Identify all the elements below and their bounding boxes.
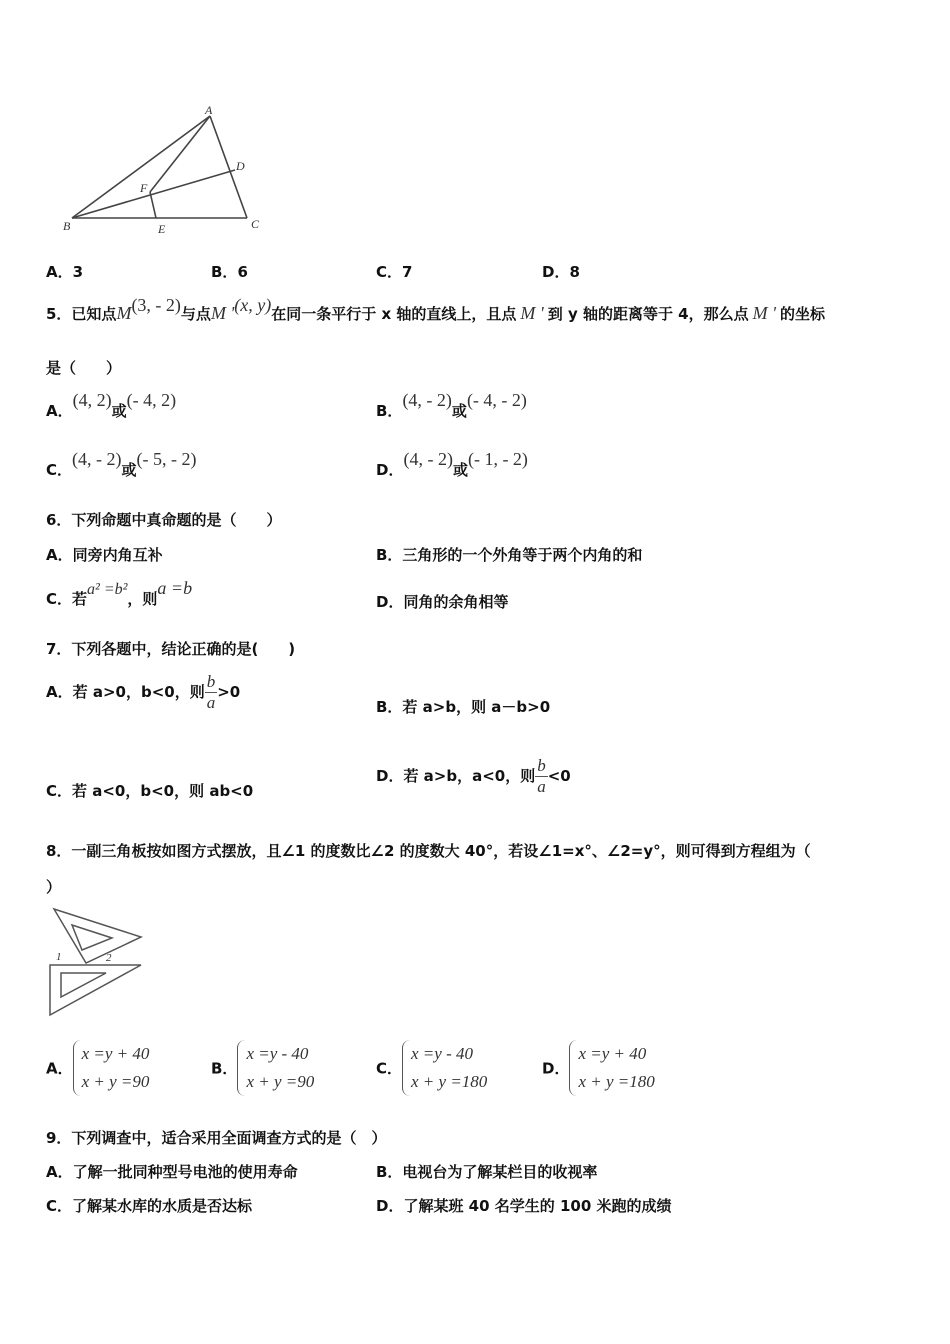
text: >0 <box>217 683 241 701</box>
q6-option-a[interactable]: A．同旁内角互补 <box>46 546 163 564</box>
or-text: 或 <box>121 461 137 479</box>
q4-option-d[interactable] <box>542 261 580 282</box>
math-point: (- 1, - 2) <box>467 449 528 469</box>
set-squares-figure <box>46 905 146 1020</box>
angle-2-label: 2 <box>106 952 112 964</box>
triangle-figure <box>55 100 275 245</box>
q8-option-d[interactable] <box>542 1040 655 1096</box>
math-expr: a² =b² <box>87 581 128 598</box>
denominator: a <box>537 777 546 796</box>
or-text: 或 <box>451 402 467 420</box>
math-point: (- 4, - 2) <box>466 390 527 410</box>
equation: x =y - 40 <box>246 1044 309 1063</box>
equation-system <box>73 1040 150 1096</box>
option-key: D． <box>542 263 570 281</box>
label-b: B <box>63 219 71 233</box>
label-a: A <box>205 103 213 117</box>
option-key: B． <box>211 263 238 281</box>
option-key: A． <box>46 263 73 281</box>
q5-option-b[interactable] <box>376 390 527 421</box>
q8-option-c[interactable] <box>376 1040 487 1096</box>
text: 的坐标 <box>779 305 825 323</box>
q6-option-c[interactable] <box>46 578 192 609</box>
option-key: C． <box>46 461 73 479</box>
q9-option-a[interactable]: A．了解一批同种型号电池的使用寿命 <box>46 1163 298 1181</box>
equation-system <box>402 1040 487 1096</box>
q9-option-c[interactable]: C．了解某水库的水质是否达标 <box>46 1197 253 1215</box>
equation: x =y + 40 <box>81 1044 150 1063</box>
label-c: C <box>251 217 260 231</box>
q5-stem <box>46 296 825 331</box>
q9-stem: 9．下列调查中，适合采用全面调查方式的是（ ） <box>46 1129 387 1147</box>
math-point: (4, - 2) <box>402 390 452 410</box>
q7-stem: 7．下列各题中，结论正确的是( ) <box>46 640 296 658</box>
text: <0 <box>547 767 571 785</box>
option-key: C． <box>376 263 403 281</box>
q9-option-d[interactable]: D．了解某班 40 名学生的 100 米跑的成绩 <box>376 1197 672 1215</box>
q5-option-d[interactable] <box>376 449 528 480</box>
q6-option-d[interactable]: D．同角的余角相等 <box>376 593 509 611</box>
option-value: 3 <box>72 263 84 281</box>
q4-option-c[interactable] <box>376 261 412 282</box>
equation: x + y =90 <box>81 1072 150 1091</box>
equation: x + y =180 <box>411 1072 488 1091</box>
math-expr: a =b <box>157 578 193 598</box>
q4-option-b[interactable] <box>211 261 248 282</box>
q8-stem: 8．一副三角板按如图方式摆放，且∠1 的度数比∠2 的度数大 40°，若设∠1=x°、∠2=y°，则可得到方程组为（ <box>46 842 811 860</box>
label-f: F <box>140 181 148 195</box>
q5-option-c[interactable] <box>46 449 197 480</box>
fraction <box>535 756 548 797</box>
math-point: (- 5, - 2) <box>136 449 197 469</box>
q7-option-c[interactable]: C．若 a<0，b<0，则 ab<0 <box>46 782 254 800</box>
q5-stem-cont: 是（ ） <box>46 359 122 377</box>
or-text: 或 <box>452 461 468 479</box>
denominator: a <box>206 693 216 712</box>
equation-system <box>237 1040 314 1096</box>
numerator: b <box>537 756 546 775</box>
math-coord: (3, - 2) <box>131 295 181 315</box>
label-d: D <box>236 159 245 173</box>
math-point: (4, - 2) <box>403 449 453 469</box>
math-m-prime: M ' <box>520 303 544 323</box>
option-key: B． <box>376 402 403 420</box>
q7-option-a[interactable] <box>46 672 240 713</box>
equation: x + y =180 <box>578 1072 655 1091</box>
q6-stem: 6．下列命题中真命题的是（ ） <box>46 511 282 529</box>
text: 到 y 轴的距离等于 4，那么点 <box>547 305 749 323</box>
fraction <box>205 672 218 713</box>
numerator: b <box>206 672 216 691</box>
math-m: M <box>116 303 132 323</box>
q8-option-b[interactable] <box>211 1040 314 1096</box>
math-point: (4, 2) <box>72 390 112 410</box>
equation-system <box>569 1040 654 1096</box>
equation: x =y + 40 <box>578 1044 647 1063</box>
text: 在同一条平行于 x 轴的直线上，且点 <box>271 305 517 323</box>
q7-option-d[interactable] <box>376 756 571 797</box>
option-value: 7 <box>402 263 413 281</box>
option-key: A． <box>46 402 73 420</box>
text: 与点 <box>180 305 211 323</box>
text: ，则 <box>127 590 158 608</box>
text: A．若 a>0，b<0，则 <box>46 683 205 701</box>
q5-option-a[interactable] <box>46 390 176 421</box>
math-m-prime: M ' <box>752 303 776 323</box>
q8-option-a[interactable] <box>46 1040 149 1096</box>
option-value: 6 <box>237 263 248 281</box>
option-key: B． <box>211 1059 238 1078</box>
label-e: E <box>158 222 166 236</box>
math-point: (4, - 2) <box>72 449 122 469</box>
math-coord: (x, y) <box>234 295 272 315</box>
equation: x =y - 40 <box>411 1044 473 1063</box>
q7-option-b[interactable]: B．若 a>b，则 a－b>0 <box>376 698 551 716</box>
option-key: C． <box>376 1059 403 1078</box>
option-value: 8 <box>569 263 580 281</box>
math-m-prime: M ' <box>210 303 235 323</box>
or-text: 或 <box>111 402 127 420</box>
equation: x + y =90 <box>246 1072 315 1091</box>
text: 5．已知点 <box>46 305 117 323</box>
option-key: D． <box>542 1059 570 1078</box>
q6-option-b[interactable]: B．三角形的一个外角等于两个内角的和 <box>376 546 643 564</box>
q8-stem-cont: ） <box>46 878 62 896</box>
option-key: D． <box>376 461 404 479</box>
text: C．若 <box>46 590 88 608</box>
q9-option-b[interactable]: B．电视台为了解某栏目的收视率 <box>376 1163 598 1181</box>
text: D．若 a>b，a<0，则 <box>376 767 536 785</box>
q4-option-a[interactable] <box>46 261 83 282</box>
option-key: A． <box>46 1059 73 1078</box>
angle-1-label: 1 <box>56 951 62 963</box>
math-point: (- 4, 2) <box>126 390 177 410</box>
